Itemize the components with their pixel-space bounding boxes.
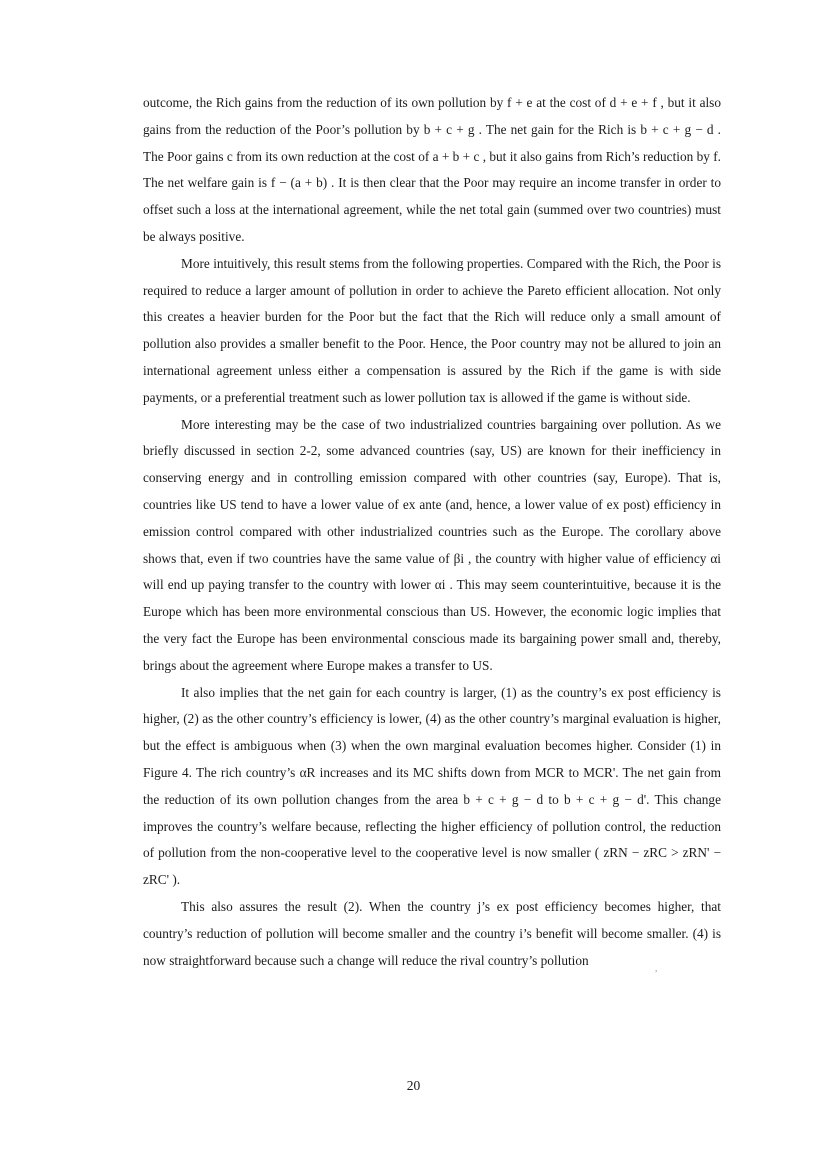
- paragraph-4: It also implies that the net gain for each country is larger, (1) as the country’s ex post efficiency is higher, (2) as the other country’s efficiency is lower, (4) as the other country’s marginal evaluation is higher, but the effect is ambiguous when (3) when the own marginal evaluation becomes higher. Consider (1) in Figure 4. The rich country’s αR increases and its MC shifts down from MCR to MCR'. The net gain from the reduction of its own pollution changes from the area b + c + g − d to b + c + g − d'. This change improves the country’s welfare because, reflecting the higher efficiency of pollution control, the reduction of pollution from the non-cooperative level to the cooperative level is now smaller ( zRN − zRC > zRN' − zRC' ).: [143, 684, 721, 888]
- body-text: [143, 90, 721, 974]
- paragraph-3: More interesting may be the case of two industrialized countries bargaining over pollution. As we briefly discussed in section 2-2, some advanced countries (say, US) are known for their inefficiency in conserving energy and in controlling emission compared with other countries (say, Europe). That is, countries like US tend to have a lower value of ex ante (and, hence, a lower value of ex post) efficiency in emission control compared with other industrialized countries such as the Europe. The corollary above shows that, even if two countries have the same value of βi , the country with higher value of efficiency αi will end up paying transfer to the country with lower αi . This may seem counterintuitive, because it is the Europe which has been more environmental conscious than US. However, the economic logic implies that the very fact the Europe has been environmental conscious made its bargaining power small and, thereby, brings about the agreement where Europe makes a transfer to US.: [143, 416, 721, 673]
- paragraph-2: More intuitively, this result stems from the following properties. Compared with the Rich, the Poor is required to reduce a larger amount of pollution in order to achieve the Pareto efficient allocation. Not only this creates a heavier burden for the Poor but the fact that the Rich will reduce only a small amount of pollution also provides a smaller benefit to the Poor. Hence, the Poor country may not be allured to join an international agreement unless either a compensation is assured by the Rich if the game is with side payments, or a preferential treatment such as lower pollution tax is allowed if the game is without side.: [143, 255, 721, 405]
- paragraph-1: outcome, the Rich gains from the reduction of its own pollution by f + e at the cost of d + e + f , but it also gains from the reduction of the Poor’s pollution by b + c + g . The net gain for the Rich is b + c + g − d . The Poor gains c from its own reduction at the cost of a + b + c , but it also gains from Rich’s reduction by f. The net welfare gain is f − (a + b) . It is then clear that the Poor may require an income transfer in order to offset such a loss at the international agreement, while the net total gain (summed over two countries) must be always positive.: [143, 95, 721, 244]
- page-number: 20: [406, 1078, 421, 1093]
- scan-mark: ,: [655, 963, 658, 973]
- paragraph-5: This also assures the result (2). When the country j’s ex post efficiency becomes higher, that country’s reduction of pollution will become smaller and the country i’s benefit will become smaller. (4) is now straightforward because such a change will reduce the rival country’s pollution: [143, 898, 721, 968]
